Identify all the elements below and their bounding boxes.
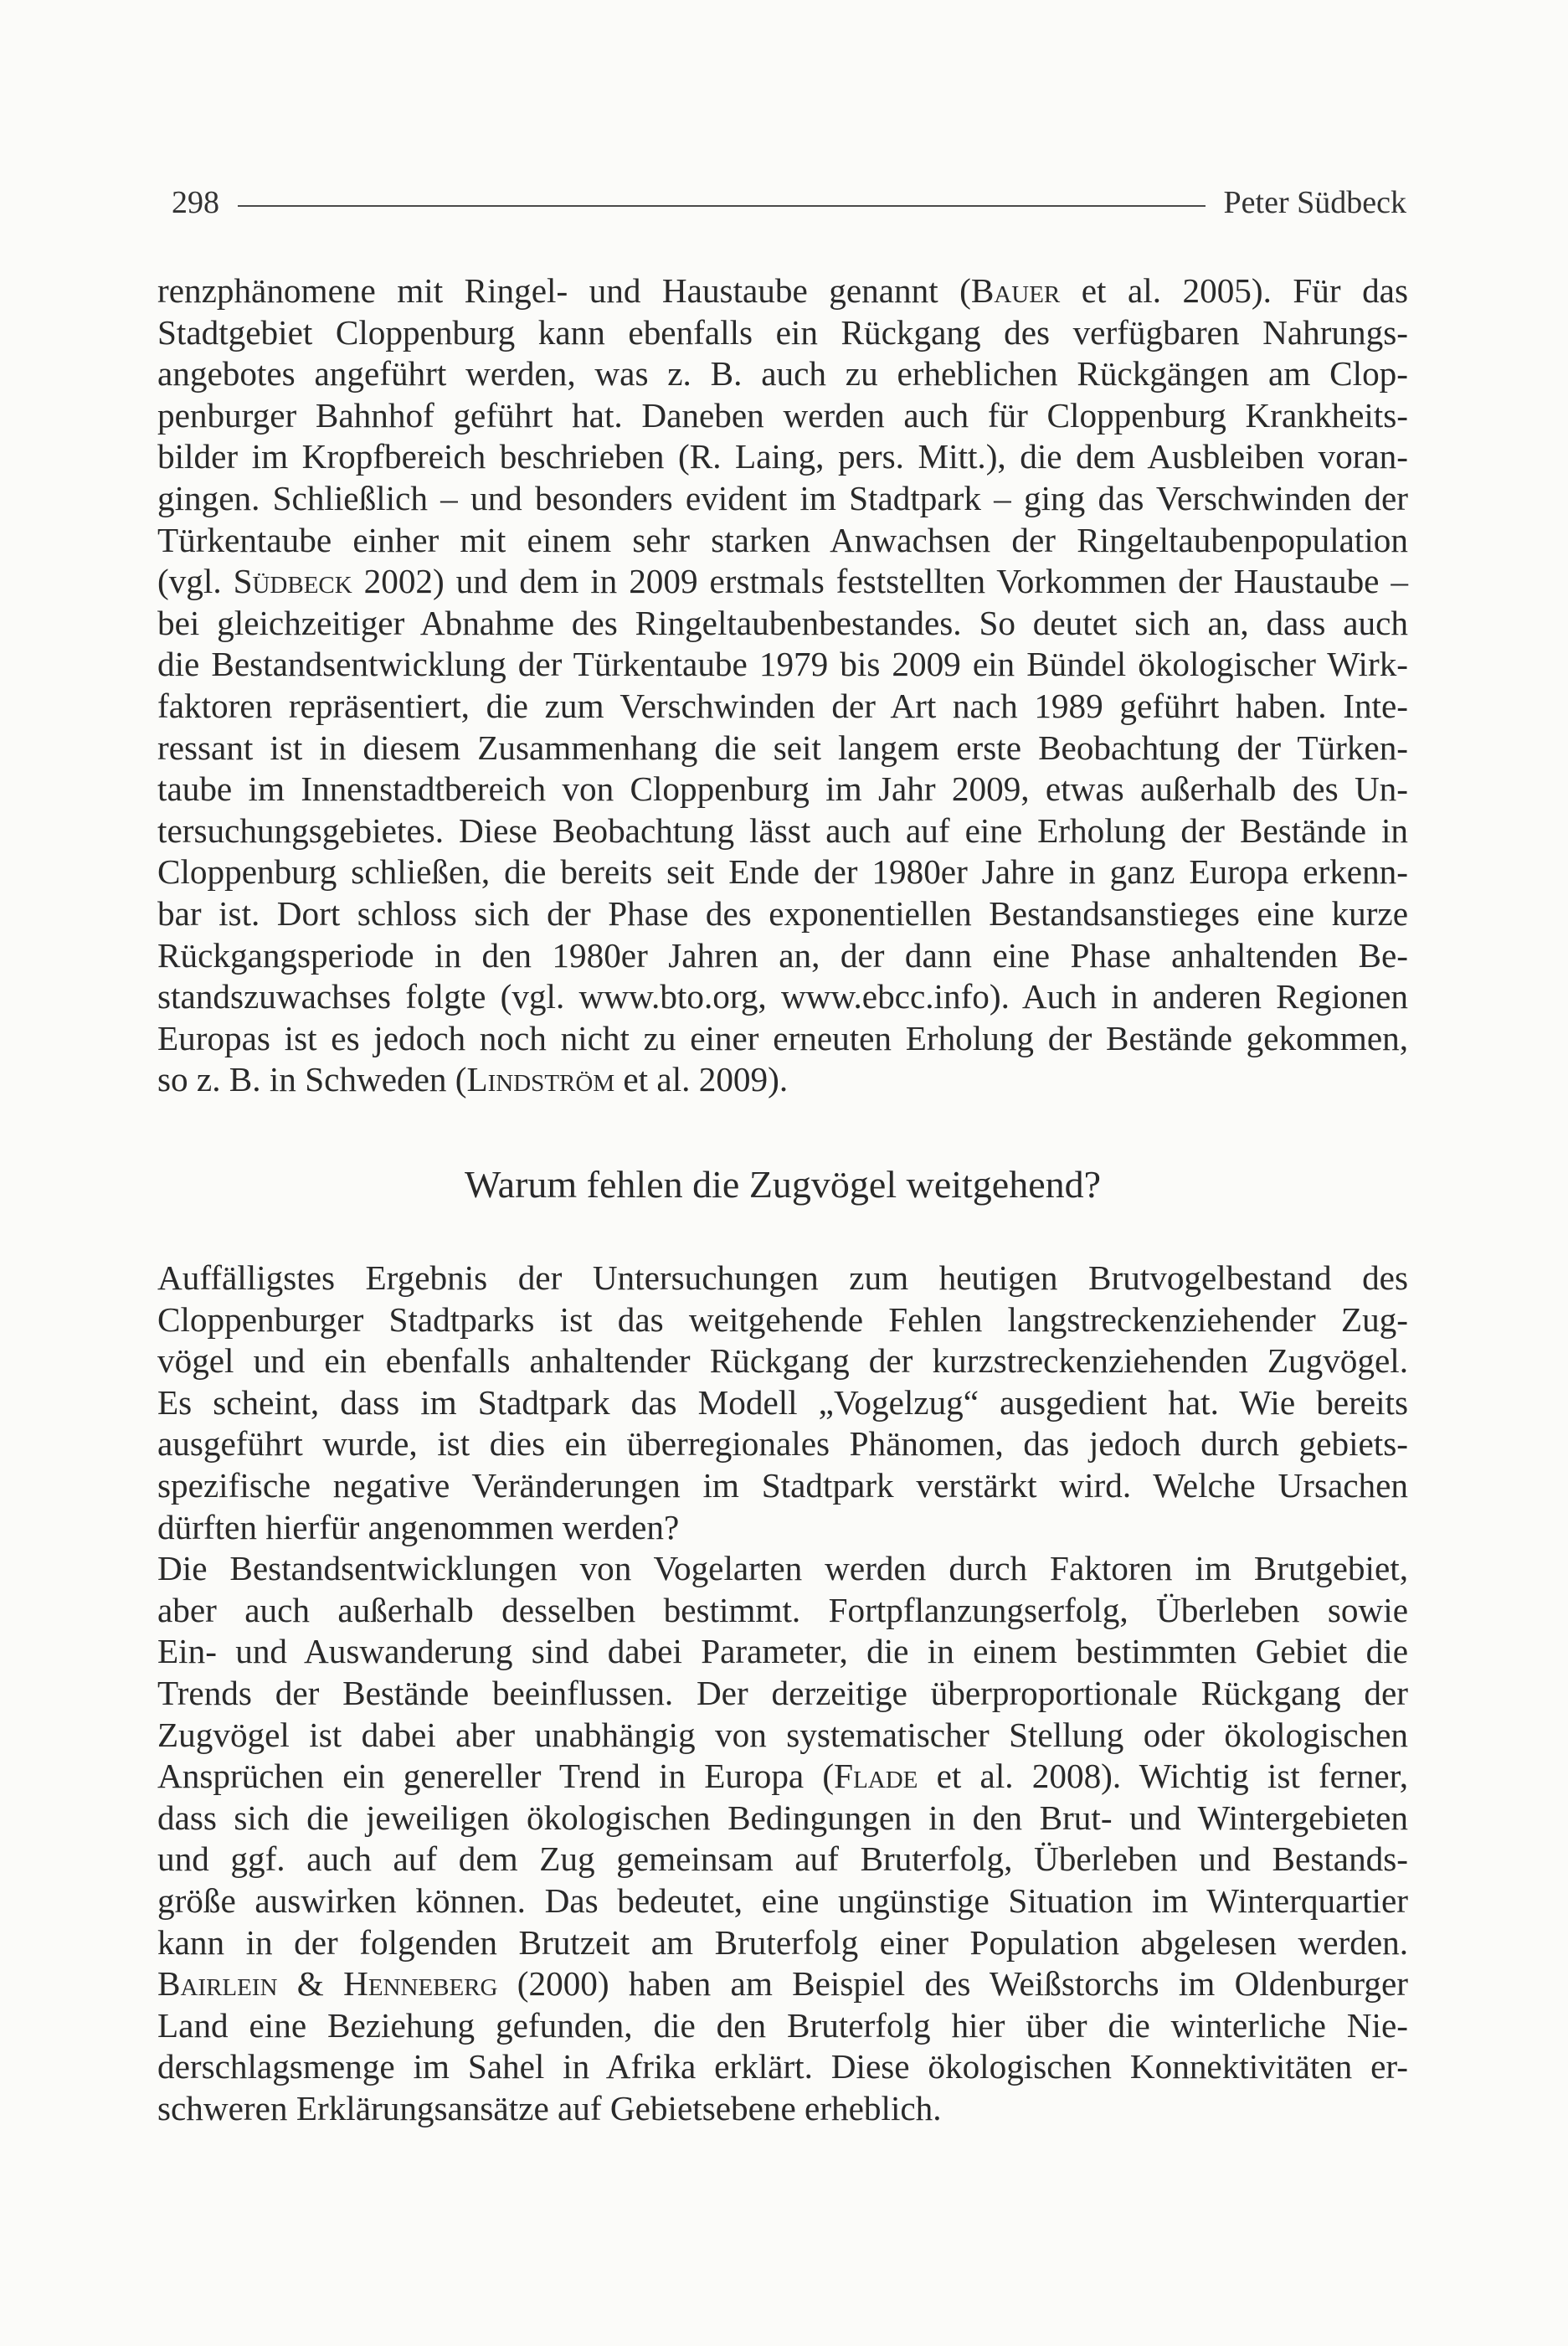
text-run: Ansprüchen ein genereller Trend in Europa (: [157, 1757, 835, 1796]
text-run: vögel und ein ebenfalls anhaltender Rückgang der kurzstreckenziehenden Zugvögel.: [157, 1341, 1408, 1381]
text-run: Zugvögel ist dabei aber unabhängig von systematischer Stellung oder ökologischen: [157, 1715, 1408, 1754]
text-line: [157, 2005, 1408, 2047]
running-header: [172, 177, 1406, 228]
text-run: et al. 2009).: [614, 1060, 789, 1099]
text-run: &: [277, 1964, 344, 2004]
text-run: Die Bestandsentwicklungen von Vogelarten werden durch Faktoren im Brutgebiet,: [157, 1549, 1408, 1588]
text-run: taube im Innenstadtbereich von Cloppenburg im Jahr 2009, etwas außerhalb des Un-: [157, 769, 1408, 809]
author-citation: Lindström: [466, 1060, 615, 1099]
text-line: [157, 312, 1408, 354]
text-line: [157, 1673, 1408, 1715]
text-line: [157, 1059, 1408, 1101]
author-citation: Bairlein: [157, 1964, 278, 2004]
text-line: [157, 1507, 1408, 1549]
text-run: angebotes angeführt werden, was z. B. auch zu erheblichen Rückgängen am Clop-: [157, 354, 1408, 394]
header-rule: [238, 205, 1206, 207]
text-run: tersuchungsgebietes. Diese Beobachtung lässt auch auf eine Erholung der Bestände in: [157, 810, 1408, 850]
text-run: ausgeführt wurde, ist dies ein überregionales Phänomen, das jedoch durch gebiets-: [157, 1424, 1408, 1464]
section-heading: Warum fehlen die Zugvögel weitgehend?: [464, 1163, 1102, 1206]
running-header-author: Peter Südbeck: [1223, 185, 1406, 220]
text-line: [157, 1340, 1408, 1382]
text-run: (2000) haben am Beispiel des Weißstorchs im Oldenburger: [497, 1964, 1408, 2004]
text-run: ressant ist in diesem Zusammenhang die seit langem erste Beobachtung der Türken-: [157, 728, 1408, 767]
text-run: penburger Bahnhof geführt hat. Daneben werden auch für Cloppenburg Krankheits-: [157, 395, 1408, 435]
text-line: [157, 1922, 1408, 1964]
text-line: [157, 686, 1408, 728]
text-run: dürften hierfür angenommen werden?: [157, 1507, 680, 1546]
text-run: Trends der Bestände beeinflussen. Der derzeitige überproportionale Rückgang der: [157, 1673, 1408, 1712]
author-citation: Henneberg: [343, 1964, 498, 2004]
text-run: Türkentaube einher mit einem sehr starken Anwachsen der Ringeltaubenpopulation: [157, 520, 1408, 559]
text-line: [157, 270, 1408, 312]
text-line: [157, 603, 1408, 645]
text-line: [157, 2046, 1408, 2088]
text-line: [157, 561, 1408, 603]
text-line: [157, 436, 1408, 478]
author-citation: Südbeck: [233, 562, 352, 601]
text-run: et al. 2005). Für das: [1060, 271, 1408, 310]
text-line: [157, 478, 1408, 520]
text-run: 2002) und dem in 2009 erstmals feststellten Vorkommen der Haustaube –: [352, 562, 1408, 601]
text-line: [157, 353, 1408, 395]
paragraph: [157, 1258, 1408, 1548]
text-line: [157, 1756, 1408, 1798]
text-line: [157, 1798, 1408, 1839]
text-line: [157, 769, 1408, 810]
section-body: [157, 1258, 1408, 2129]
text-run: spezifische negative Veränderungen im Stadtpark verstärkt wird. Welche Ursachen: [157, 1465, 1408, 1505]
text-run: et al. 2008). Wichtig ist ferner,: [918, 1757, 1409, 1796]
text-line: [157, 728, 1408, 769]
text-run: (vgl.: [157, 562, 234, 601]
paragraph: [157, 1548, 1408, 2129]
text-line: [157, 520, 1408, 562]
text-run: Rückgangsperiode in den 1980er Jahren an, der dann eine Phase anhaltenden Be-: [157, 935, 1408, 975]
text-line: [157, 976, 1408, 1018]
text-run: gingen. Schließlich – und besonders evident im Stadtpark – ging das Verschwinden der: [157, 478, 1408, 517]
text-run: renzphänomene mit Ringel- und Haustaube genannt (: [157, 271, 971, 310]
text-run: Auffälligstes Ergebnis der Untersuchungen zum heutigen Brutvogelbestand des: [157, 1258, 1408, 1297]
text-run: größe auswirken können. Das bedeutet, eine ungünstige Situation im Winterquartier: [157, 1880, 1408, 1920]
text-line: [157, 1715, 1408, 1757]
author-citation: Bauer: [970, 271, 1061, 310]
text-line: [157, 893, 1408, 935]
text-line: [157, 1258, 1408, 1299]
text-line: [157, 810, 1408, 852]
text-line: [157, 1590, 1408, 1632]
text-run: Cloppenburger Stadtparks ist das weitgehende Fehlen langstreckenziehender Zug-: [157, 1299, 1408, 1339]
text-line: [157, 395, 1408, 437]
text-line: [157, 1018, 1408, 1060]
text-line: [157, 1465, 1408, 1507]
text-line: [157, 2088, 1408, 2130]
text-line: [157, 1631, 1408, 1673]
text-run: Stadtgebiet Cloppenburg kann ebenfalls ein Rückgang des verfügbaren Nahrungs-: [157, 312, 1408, 352]
text-run: die Bestandsentwicklung der Türkentaube 1979 bis 2009 ein Bündel ökologischer Wirk-: [157, 645, 1408, 684]
page-number: 298: [172, 185, 219, 220]
text-run: aber auch außerhalb desselben bestimmt. Fortpflanzungserfolg, Überleben sowie: [157, 1590, 1408, 1629]
text-run: und ggf. auch auf dem Zug gemeinsam auf Bruterfolg, Überleben und Bestands-: [157, 1839, 1408, 1879]
text-run: Es scheint, dass im Stadtpark das Modell „Vogelzug“ ausgedient hat. Wie bereits: [157, 1382, 1408, 1422]
text-line: [157, 1299, 1408, 1341]
text-run: faktoren repräsentiert, die zum Verschwinden der Art nach 1989 geführt haben. Inte-: [157, 686, 1408, 725]
text-line: [157, 644, 1408, 686]
text-line: [157, 1548, 1408, 1590]
text-run: derschlagsmenge im Sahel in Afrika erklärt. Diese ökologischen Konnektivitäten er-: [157, 2047, 1408, 2086]
text-run: Cloppenburg schließen, die bereits seit Ende der 1980er Jahre in ganz Europa erkenn-: [157, 852, 1408, 892]
text-line: [157, 1423, 1408, 1465]
text-run: bilder im Kropfbereich beschrieben (R. Laing, pers. Mitt.), die dem Ausbleiben voran-: [157, 437, 1408, 476]
text-run: bar ist. Dort schloss sich der Phase des exponentiellen Bestandsanstieges eine kurze: [157, 893, 1408, 933]
text-run: Land eine Beziehung gefunden, die den Bruterfolg hier über die winterliche Nie-: [157, 2005, 1408, 2045]
text-line: [157, 1880, 1408, 1922]
text-run: kann in der folgenden Brutzeit am Bruterfolg einer Population abgelesen werden.: [157, 1922, 1408, 1962]
text-run: schweren Erklärungsansätze auf Gebietsebene erheblich.: [157, 2088, 942, 2127]
text-run: bei gleichzeitiger Abnahme des Ringeltaubenbestandes. So deutet sich an, dass auch: [157, 603, 1408, 642]
text-line: [157, 1382, 1408, 1424]
text-run: Ein- und Auswanderung sind dabei Parameter, die in einem bestimmten Gebiet die: [157, 1632, 1408, 1671]
text-line: [157, 851, 1408, 893]
text-run: standszuwachses folgte (vgl. www.bto.org, www.ebcc.info). Auch in anderen Regionen: [157, 977, 1408, 1016]
continued-paragraph: [157, 270, 1408, 1101]
text-line: [157, 935, 1408, 977]
text-run: dass sich die jeweiligen ökologischen Bedingungen in den Brut- und Wintergebieten: [157, 1798, 1408, 1837]
author-citation: Flade: [834, 1757, 918, 1796]
text-run: so z. B. in Schweden (: [157, 1060, 467, 1099]
text-line: [157, 1963, 1408, 2005]
text-line: [157, 1839, 1408, 1880]
text-run: Europas ist es jedoch noch nicht zu einer erneuten Erholung der Bestände gekommen,: [157, 1018, 1408, 1057]
